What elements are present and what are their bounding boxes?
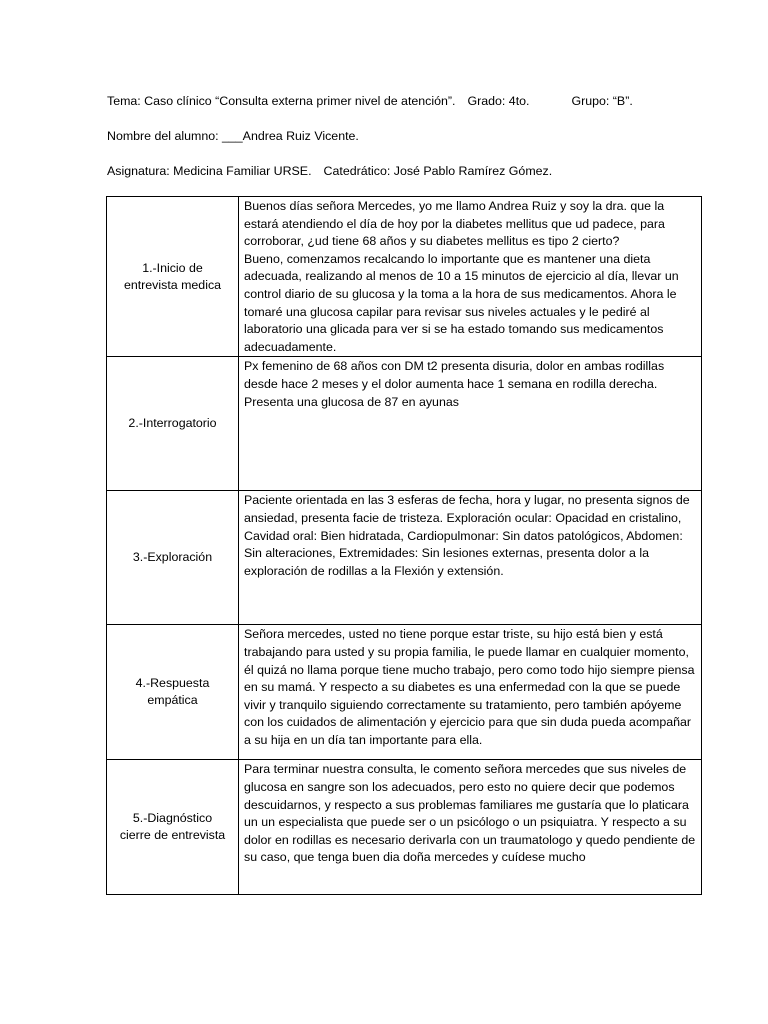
row-text: Paciente orientada en las 3 esferas de fecha, hora y lugar, no presenta signos de ansiedad, presenta facie de tristeza. Exploración ocular: Opacidad en cristalino, Cavidad oral: Bien hidratada, Cardiopulmonar: Sin datos patológicos, Abdomen: Sin alteraciones, Extremidades: Sin lesiones externas, presenta dolor a la exploración de rodillas a la Flexión y extensión. bbox=[244, 493, 694, 578]
row-label-cell bbox=[107, 197, 239, 357]
table-row bbox=[107, 760, 702, 895]
grade-text: Grado: 4to. bbox=[467, 94, 530, 108]
row-text-cell bbox=[239, 197, 702, 357]
row-text-cell bbox=[239, 625, 702, 760]
row-label: 4.-Respuesta empática bbox=[135, 676, 210, 708]
table-row bbox=[107, 625, 702, 760]
row-text: Px femenino de 68 años con DM t2 presenta disuria, dolor en ambas rodillas desde hace 2 meses y el dolor aumenta hace 1 semana en rodilla derecha. Presenta una glucosa de 87 en ayunas bbox=[244, 359, 668, 409]
subject-text: Asignatura: Medicina Familiar URSE. bbox=[107, 164, 312, 178]
student-name-line bbox=[107, 128, 359, 144]
subject-line bbox=[107, 163, 552, 179]
row-text-cell bbox=[239, 357, 702, 491]
row-label-cell bbox=[107, 357, 239, 491]
student-name-text: Nombre del alumno: ___Andrea Ruiz Vicente. bbox=[107, 129, 359, 143]
row-label-cell bbox=[107, 760, 239, 895]
row-label: 5.-Diagnóstico cierre de entrevista bbox=[119, 811, 226, 843]
table-row bbox=[107, 197, 702, 357]
row-text-cell bbox=[239, 491, 702, 625]
row-label: 3.-Exploración bbox=[132, 550, 213, 565]
topic-text: Tema: Caso clínico “Consulta externa primer nivel de atención”. bbox=[107, 94, 456, 108]
row-label: 1.-Inicio de entrevista medica bbox=[123, 260, 222, 292]
professor-text: Catedrático: José Pablo Ramírez Gómez. bbox=[323, 164, 553, 178]
table-row bbox=[107, 357, 702, 491]
row-label: 2.-Interrogatorio bbox=[128, 416, 217, 431]
row-label-cell bbox=[107, 625, 239, 760]
clinical-case-table bbox=[106, 196, 702, 895]
row-text-cell bbox=[239, 760, 702, 895]
row-text: Señora mercedes, usted no tiene porque estar triste, su hijo está bien y está trabajando para usted y su propia familia, le puede llamar en cualquier momento, él quizá no llama porque tiene mucho trabajo, pero como todo hijo siempre piensa en su mamá. Y respecto a su diabetes es una enfermedad con la que se puede vivir y tranquilo siguiendo correctamente su tratamiento, pero también apóyeme con los cuidados de alimentación y ejercicio para que sin duda pueda acompañar a su hija en un día tan importante para ella. bbox=[244, 627, 698, 747]
row-text: Para terminar nuestra consulta, le comento señora mercedes que sus niveles de glucosa en sangre son los adecuados, pero esto no quiere decir que podemos descuidarnos, y respecto a sus problemas familiares me gustaría que lo platicara un un especialista que puede ser o un psicólogo o un psiquiatra. Y respecto a su dolor en rodillas es necesario derivarla con un traumatologo y quedo pendiente de su caso, que tenga buen dia doña mercedes y cuídese mucho bbox=[244, 762, 699, 865]
table-row bbox=[107, 491, 702, 625]
group-text: Grupo: “B”. bbox=[571, 94, 633, 108]
header-topic-line bbox=[107, 93, 633, 109]
row-label-cell bbox=[107, 491, 239, 625]
row-text: Buenos días señora Mercedes, yo me llamo Andrea Ruiz y soy la dra. que la estará atendiendo el día de hoy por la diabetes mellitus que ud padece, para corroborar, ¿ud tiene 68 años y su diabetes mellitus es tipo 2 cierto? Bueno, comenzamos recalcando lo importante que es mantener una dieta adecuada, realizando al menos de 10 a 15 minutos de ejercicio al día, llevar un control diario de su glucosa y la toma a la hora de sus medicamentos. Ahora le tomaré una glucosa capilar para revisar sus niveles actuales y le pediré al laboratorio una glicada para ver si se ha estado tomando sus medicamentos adecuadamente. bbox=[244, 199, 679, 354]
